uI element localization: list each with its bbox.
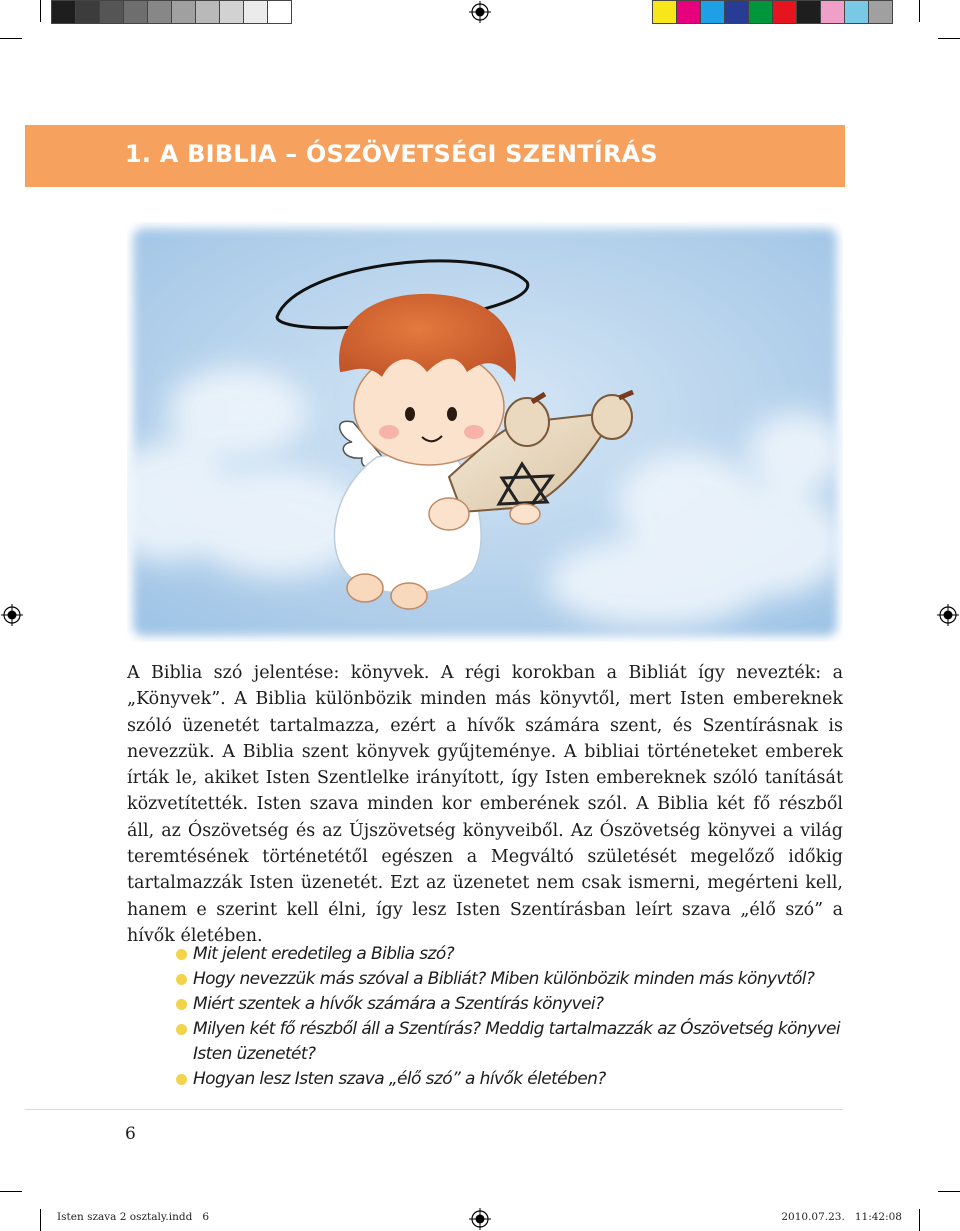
page-number: 6 <box>125 1124 136 1144</box>
question-text: Hogyan lesz Isten szava „élő szó” a hívők életében? <box>193 1069 606 1089</box>
title-banner <box>25 125 845 187</box>
color-swatch <box>51 0 76 24</box>
bullet-icon <box>176 949 187 960</box>
crop-mark-bottom-left-v <box>40 1209 41 1231</box>
registration-mark-bottom <box>469 1208 491 1230</box>
color-swatch <box>75 0 100 24</box>
color-swatch <box>748 0 773 24</box>
color-swatch <box>868 0 893 24</box>
bullet-icon <box>176 1024 187 1035</box>
bullet-icon <box>176 974 187 985</box>
color-swatch <box>99 0 124 24</box>
body-paragraph: A Biblia szó jelentése: könyvek. A régi korokban a Bibliát így nevezték: a „Könyvek”. A Biblia különbözik minden más könyvtől, mert Isten embereknek szóló üzenetét tartalmazza, ezért a hívők számára szent, és Szentírásnak is nevezzük. A Biblia szent könyvek gyűjteménye. A bibliai történeteket emberek írták le, akiket Isten Szentlelke irányított, így Isten embereknek szóló tanítását közvetítették. Isten szava minden kor emberének szól. A Biblia két fő részből áll, az Ószövetség és az Újszövetség könyveiből. Az Ószövetség könyvei a világ teremtésének történetétől egészen a Megváltó születését megelőző időkig tartalmazzák Isten üzenetét. Ezt az üzenetet nem csak ismerni, megérteni kell, hanem e szerint kell élni, így lesz Isten Szentírásban leírt szava „élő szó” a hívők életében. <box>127 663 843 946</box>
color-swatch <box>772 0 797 24</box>
color-swatch <box>652 0 677 24</box>
color-swatch <box>147 0 172 24</box>
color-swatch <box>123 0 148 24</box>
chapter-title: 1. A BIBLIA – ÓSZÖVETSÉGI SZENTÍRÁS <box>125 140 658 168</box>
question-item <box>176 1067 856 1092</box>
crop-mark-top-right <box>938 38 960 39</box>
slug-filename: Isten szava 2 osztaly.indd 6 <box>57 1211 210 1223</box>
crop-mark-top-left-v <box>40 0 41 22</box>
color-swatch <box>700 0 725 24</box>
crop-mark-top-right-v <box>919 0 920 22</box>
question-item <box>176 942 856 967</box>
color-swatch <box>724 0 749 24</box>
question-text: Miért szentek a hívők számára a Szentírás könyvei? <box>193 994 604 1014</box>
registration-mark-left <box>1 604 23 626</box>
question-text: Milyen két fő részből áll a Szentírás? Meddig tartalmazzák az Ószövetség könyvei Isten üzenetét? <box>193 1019 840 1064</box>
color-swatch <box>195 0 220 24</box>
color-swatch <box>171 0 196 24</box>
color-swatch <box>219 0 244 24</box>
question-item <box>176 967 856 992</box>
registration-mark-right <box>937 604 959 626</box>
gray-color-bar <box>51 0 291 24</box>
question-text: Hogy nevezzük más szóval a Bibliát? Miben különbözik minden más könyvtől? <box>193 969 815 989</box>
question-text: Mit jelent eredetileg a Biblia szó? <box>193 944 455 964</box>
bullet-icon <box>176 1074 187 1085</box>
footer-rule <box>25 1109 843 1110</box>
question-list <box>176 942 856 1092</box>
crop-mark-bottom-left <box>0 1191 22 1192</box>
crop-mark-top-left <box>0 38 22 39</box>
cmyk-color-bar <box>652 0 892 24</box>
question-item <box>176 992 856 1017</box>
registration-mark-top <box>469 1 491 23</box>
angel-with-scroll-illustration <box>127 222 843 642</box>
crop-mark-bottom-right <box>938 1191 960 1192</box>
color-swatch <box>844 0 869 24</box>
color-swatch <box>820 0 845 24</box>
bullet-icon <box>176 999 187 1010</box>
question-item <box>176 1017 856 1067</box>
crop-mark-bottom-right-v <box>919 1209 920 1231</box>
color-swatch <box>676 0 701 24</box>
color-swatch <box>796 0 821 24</box>
color-swatch <box>267 0 292 24</box>
color-swatch <box>243 0 268 24</box>
slug-timestamp: 2010.07.23. 11:42:08 <box>781 1211 902 1223</box>
